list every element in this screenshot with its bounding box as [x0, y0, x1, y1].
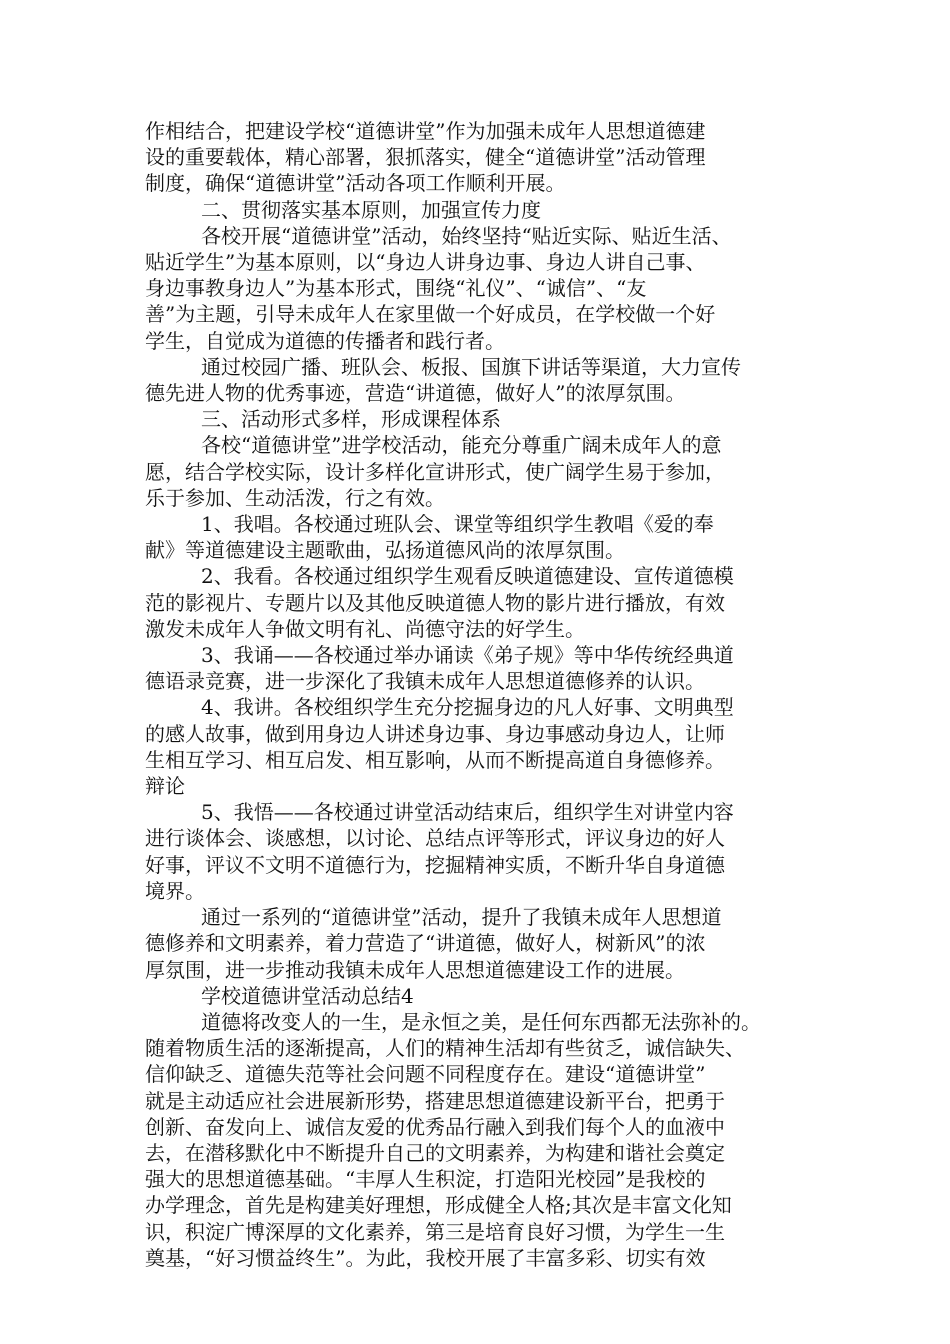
text-line: 乐于参加、生动活泼，行之有效。 [145, 485, 445, 510]
text-line: 通过一系列的“道德讲堂”活动，提升了我镇未成年人思想道 [201, 905, 722, 930]
paragraph-p3 [145, 223, 815, 354]
paragraph-p13 [145, 983, 815, 1009]
text-line: 学校道德讲堂活动总结4 [201, 983, 414, 1008]
text-line: 各校开展“道德讲堂”活动，始终坚持“贴近实际、贴近生活、 [201, 223, 732, 248]
text-line: 道德将改变人的一生，是永恒之美，是任何东西都无法弥补的。 [201, 1009, 761, 1034]
text-line: 生相互学习、相互启发、相互影响，从而不断提高道自身德修养。 [145, 747, 725, 772]
paragraph-p1 [145, 118, 815, 197]
document-body [145, 118, 815, 1271]
paragraph-p11 [145, 799, 815, 904]
text-line: 激发未成年人争做文明有礼、尚德守法的好学生。 [145, 616, 585, 641]
text-line: 通过校园广播、班队会、板报、国旗下讲话等渠道，大力宣传 [201, 354, 741, 379]
text-line: 2、我看。各校通过组织学生观看反映道德建设、宣传道德模 [201, 564, 734, 589]
text-line: 善”为主题，引导未成年人在家里做一个好成员，在学校做一个好 [145, 302, 716, 327]
text-line: 三、活动形式多样，形成课程体系 [201, 407, 501, 432]
text-line: 好事，评议不文明不道德行为，挖掘精神实质，不断升华自身道德 [145, 852, 725, 877]
text-line: 1、我唱。各校通过班队会、课堂等组织学生教唱《爱的奉 [201, 512, 714, 537]
text-line: 贴近学生”为基本原则，以“身边人讲身边事、身边人讲自己事、 [145, 250, 706, 275]
paragraph-p2 [145, 197, 815, 223]
text-line: 办学理念，首先是构建美好理想，形成健全人格;其次是丰富文化知 [145, 1193, 732, 1218]
text-line: 5、我悟——各校通过讲堂活动结束后，组织学生对讲堂内容 [201, 800, 734, 825]
text-line: 4、我讲。各校组织学生充分挖掘身边的凡人好事、文明典型 [201, 695, 734, 720]
text-line: 厚氛围，进一步推动我镇未成年人思想道德建设工作的进展。 [145, 957, 685, 982]
text-line: 随着物质生活的逐渐提高，人们的精神生活却有些贫乏，诚信缺失、 [145, 1036, 745, 1061]
text-line: 范的影视片、专题片以及其他反映道德人物的影片进行播放，有效 [145, 590, 725, 615]
text-line: 辩论 [145, 774, 185, 799]
paragraph-p9 [145, 642, 815, 694]
text-line: 德先进人物的优秀事迹，营造“讲道德，做好人”的浓厚氛围。 [145, 381, 686, 406]
text-line: 就是主动适应社会进展新形势，搭建思想道德建设新平台，把勇于 [145, 1088, 725, 1113]
text-line: 愿，结合学校实际，设计多样化宣讲形式，使广阔学生易于参加， [145, 459, 725, 484]
text-line: 创新、奋发向上、诚信友爱的优秀品行融入到我们每个人的血液中 [145, 1114, 725, 1139]
text-line: 作相结合，把建设学校“道德讲堂”作为加强未成年人思想道德建 [145, 119, 706, 143]
text-line: 信仰缺乏、道德失范等社会问题不同程度存在。建设“道德讲堂” [145, 1062, 706, 1087]
text-line: 识，积淀广博深厚的文化素养，第三是培育良好习惯，为学生一生 [145, 1219, 725, 1244]
text-line: 德语录竞赛，进一步深化了我镇未成年人思想道德修养的认识。 [145, 669, 705, 694]
text-line: 奠基，“好习惯益终生”。为此，我校开展了丰富多彩、切实有效 [145, 1245, 706, 1270]
paragraph-p4 [145, 354, 815, 406]
paragraph-p14 [145, 1009, 815, 1271]
text-line: 各校“道德讲堂”进学校活动，能充分尊重广阔未成年人的意 [201, 433, 722, 458]
text-line: 境界。 [145, 878, 205, 903]
text-line: 进行谈体会、谈感想，以讨论、总结点评等形式，评议身边的好人 [145, 826, 725, 851]
paragraph-p8 [145, 563, 815, 642]
text-line: 的感人故事，做到用身边人讲述身边事、身边事感动身边人，让师 [145, 721, 725, 746]
paragraph-p6 [145, 432, 815, 511]
text-line: 献》等道德建设主题歌曲，弘扬道德风尚的浓厚氛围。 [145, 538, 625, 563]
text-line: 德修养和文明素养，着力营造了“讲道德，做好人，树新风”的浓 [145, 931, 706, 956]
paragraph-p12 [145, 904, 815, 983]
text-line: 二、贯彻落实基本原则，加强宣传力度 [201, 197, 541, 222]
text-line: 去，在潜移默化中不断提升自己的文明素养，为构建和谐社会奠定 [145, 1140, 725, 1165]
text-line: 强大的思想道德基础。“丰厚人生积淀，打造阳光校园”是我校的 [145, 1167, 706, 1192]
paragraph-p7 [145, 511, 815, 563]
text-line: 学生，自觉成为道德的传播者和践行者。 [145, 328, 505, 353]
text-line: 设的重要载体，精心部署，狠抓落实，健全“道德讲堂”活动管理 [145, 145, 706, 170]
text-line: 身边事教身边人”为基本形式，围绕“礼仪”、“诚信”、“友 [145, 276, 647, 301]
text-line: 3、我诵——各校通过举办诵读《弟子规》等中华传统经典道 [201, 643, 734, 668]
paragraph-p5 [145, 406, 815, 432]
text-line: 制度，确保“道德讲堂”活动各项工作顺利开展。 [145, 171, 566, 196]
paragraph-p10 [145, 694, 815, 799]
